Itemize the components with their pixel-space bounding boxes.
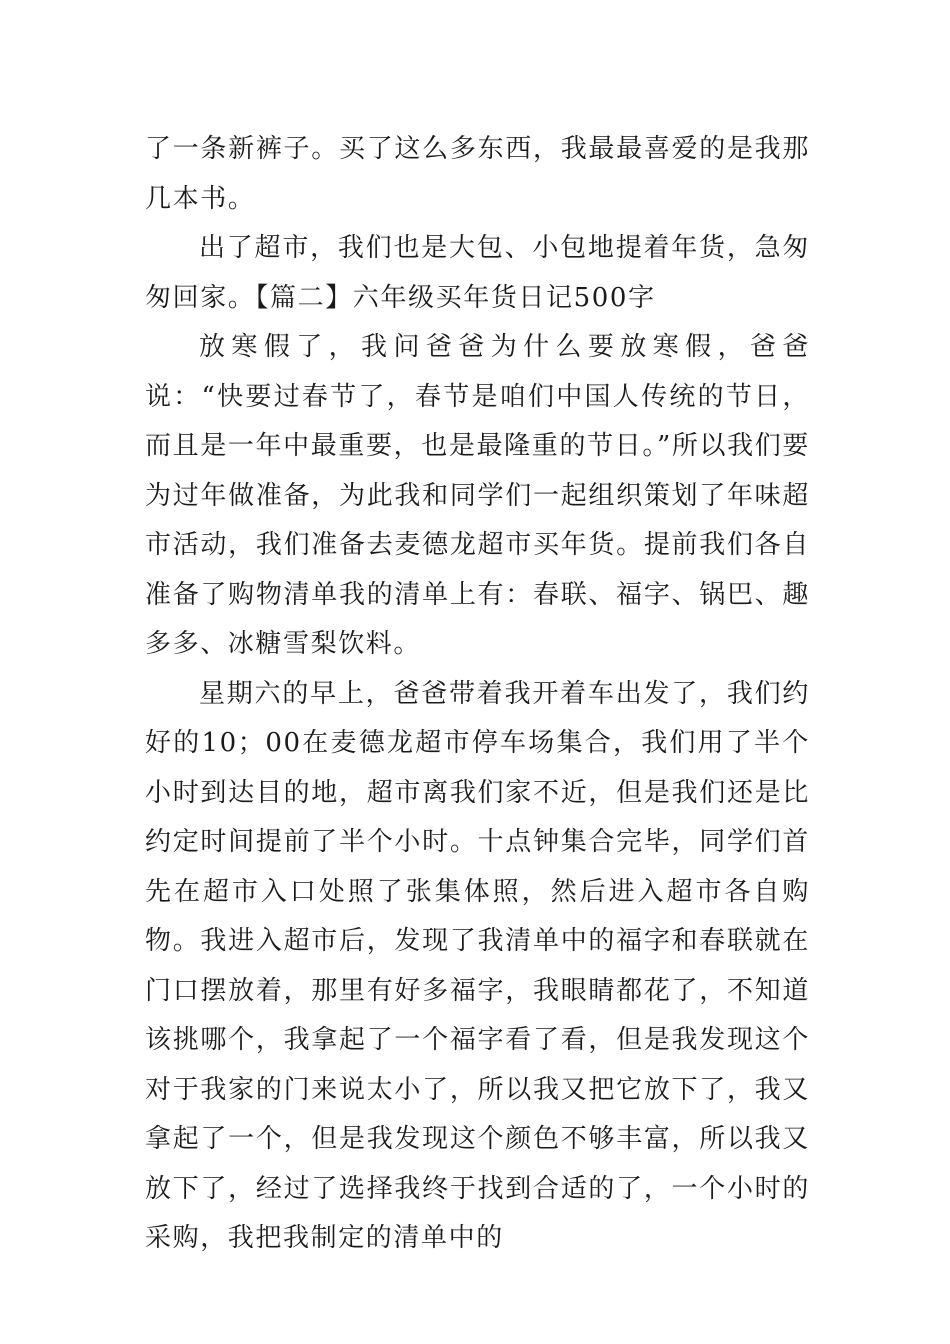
paragraph-winter-vacation: 放寒假了，我问爸爸为什么要放寒假，爸爸说：“快要过春节了，春节是咱们中国人传统的节日，而且是一年中最重要，也是最隆重的节日。”所以我们要为过年做准备，为此我和同学们一起组织策划了年味超市活动，我们准备去麦德龙超市买年货。提前我们各自准备了购物清单我的清单上有：春联、福字、锅巴、趣多多、冰糖雪梨饮料。 <box>145 332 810 659</box>
paragraph-saturday-morning: 星期六的早上，爸爸带着我开着车出发了，我们约好的10；00在麦德龙超市停车场集合，我们用了半个小时到达目的地，超市离我们家不近，但是我们还是比约定时间提前了半个小时。十点钟集合完毕，同学们首先在超市入口处照了张集体照，然后进入超市各自购物。我进入超市后，发现了我清单中的福字和春联就在门口摆放着，那里有好多福字，我眼睛都花了，不知道该挑哪个，我拿起了一个福字看了看，但是我发现这个对于我家的门来说太小了，所以我又把它放下了，我又拿起了一个，但是我发现这个颜色不够丰富，所以我又放下了，经过了选择我终于找到合适的了，一个小时的采购，我把我制定的清单中的 <box>145 678 810 1253</box>
paragraph-leaving-supermarket: 出了超市，我们也是大包、小包地提着年货，急匆匆回家。【篇二】六年级买年货日记500字 <box>145 233 810 313</box>
document-body <box>145 125 810 1264</box>
paragraph-continuation: 了一条新裤子。买了这么多东西，我最最喜爱的是我那几本书。 <box>145 134 810 214</box>
